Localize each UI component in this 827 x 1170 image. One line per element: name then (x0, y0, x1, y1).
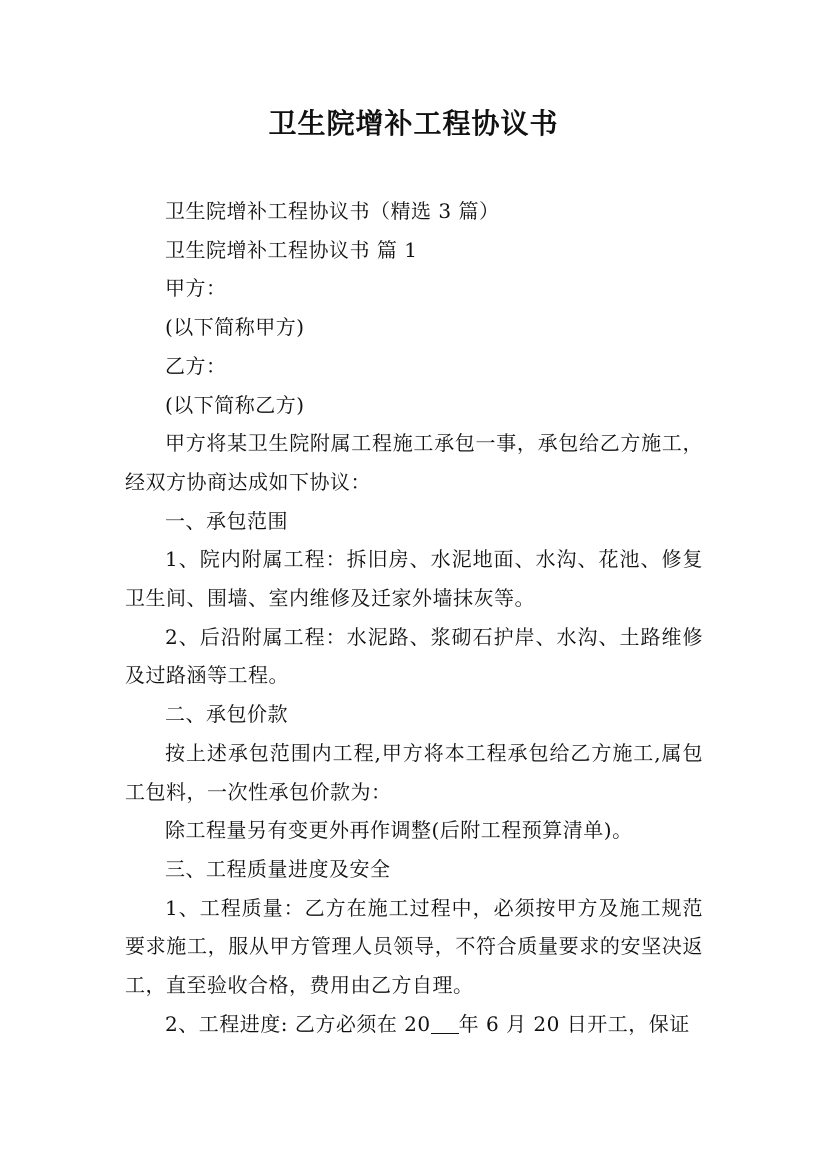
text-segment: 2、工程进度: 乙方必须在 20 (165, 1011, 431, 1036)
paragraph: 三、工程质量进度及安全 (165, 856, 391, 881)
text-segment: 年 6 月 20 日开工，保证 (458, 1011, 690, 1036)
paragraph: (以下简称乙方) (165, 392, 305, 417)
paragraph: 除工程量另有变更外再作调整(后附工程预算清单)。 (165, 818, 633, 843)
paragraph: 1、院内附属工程：拆旧房、水泥地面、水沟、花池、修复卫生间、围墙、室内维修及迁家外墙抹灰等。 (125, 547, 703, 611)
paragraph: 2、后沿附属工程：水泥路、浆砌石护岸、水沟、土路维修及过路涵等工程。 (125, 624, 703, 688)
paragraph-last (125, 1005, 703, 1044)
paragraph: 甲方： (165, 276, 227, 301)
paragraph: 一、承包范围 (165, 508, 288, 533)
paragraph: (以下简称甲方) (165, 315, 305, 340)
paragraph: 甲方将某卫生院附属工程施工承包一事，承包给乙方施工，经双方协商达成如下协议： (125, 431, 703, 494)
paragraph: 卫生院增补工程协议书 篇 1 (165, 237, 418, 262)
document-title: 卫生院增补工程协议书 (268, 107, 559, 140)
document-body (125, 192, 703, 1043)
paragraph: 二、承包价款 (165, 702, 288, 727)
paragraph: 按上述承包范围内工程,甲方将本工程承包给乙方施工,属包工包料，一次性承包价款为： (125, 740, 703, 804)
blank-line (431, 1013, 459, 1034)
paragraph: 乙方： (165, 353, 227, 378)
paragraph: 1、工程质量：乙方在施工过程中，必须按甲方及施工规范要求施工，服从甲方管理人员领导，不符合质量要求的安坚决返工，直至验收合格，费用由乙方自理。 (125, 895, 703, 998)
paragraph: 卫生院增补工程协议书（精选 3 篇） (165, 199, 500, 223)
